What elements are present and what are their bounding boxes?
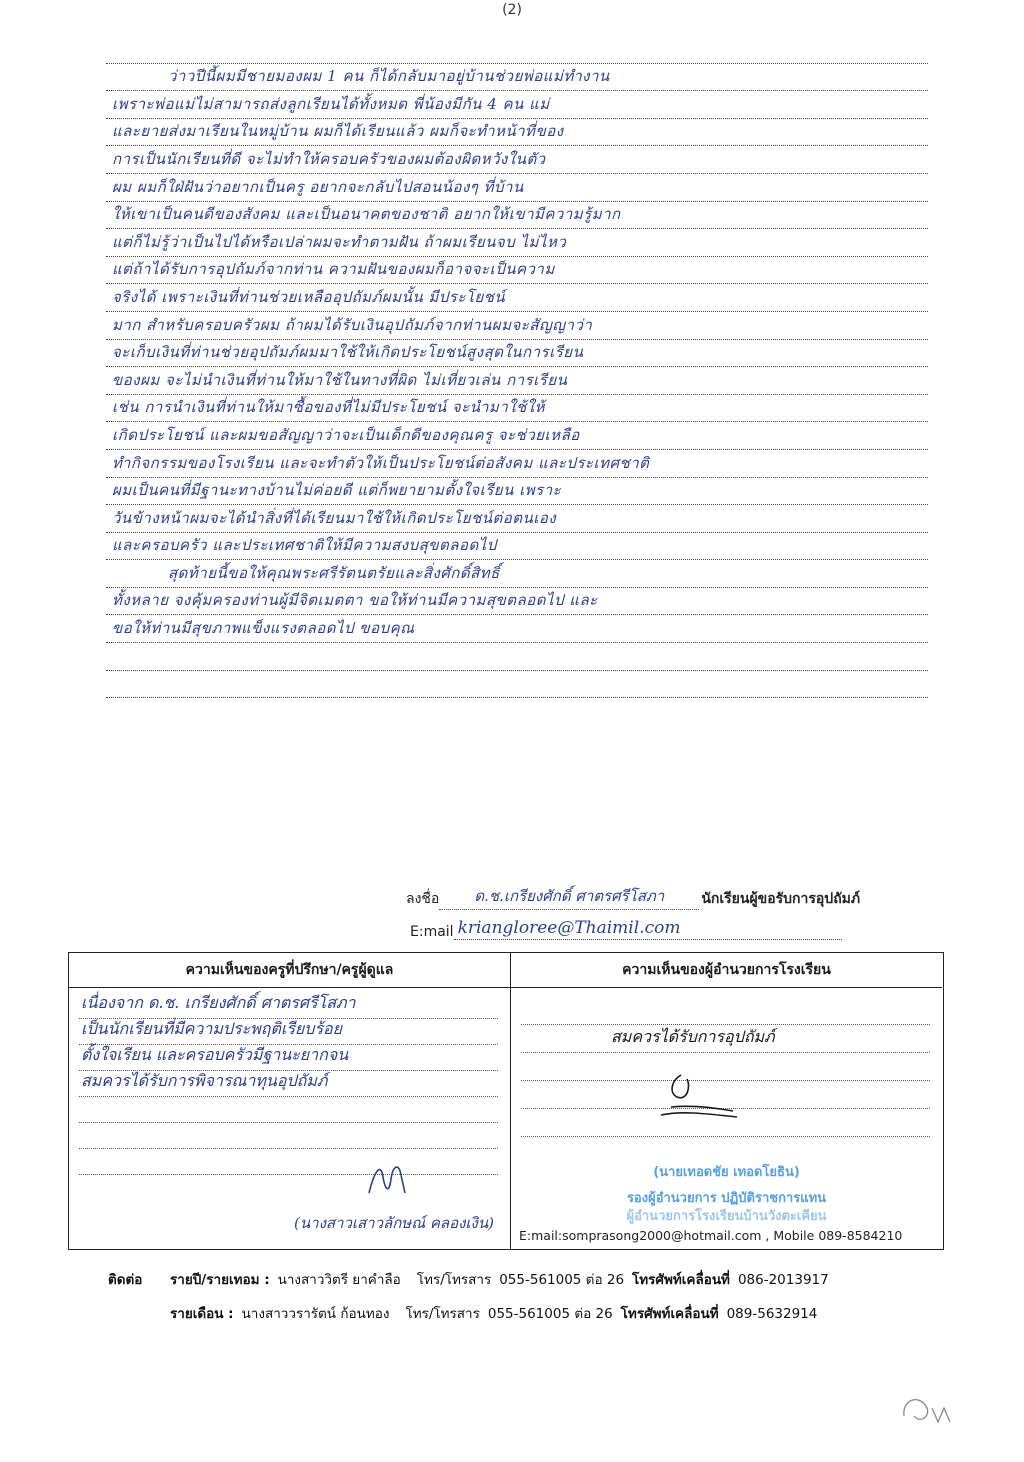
student-email: kriangloree@Thaimil.com — [454, 918, 842, 940]
letter-line-text: ผม ผมก็ใฝ่ฝันว่าอยากเป็นครู อยากจะกลับไปสอนน้องๆ ที่บ้าน — [112, 177, 524, 196]
advisor-opinion-text: ตั้งใจเรียน และครอบครัวมีฐานะยากจน — [81, 1045, 349, 1064]
letter-line — [106, 478, 928, 506]
advisor-name: (นางสาวเสาวลักษณ์ คลองเงิน) — [294, 1214, 494, 1232]
letter-line-text: จะเก็บเงินที่ท่านช่วยอุปถัมภ์ผมมาใช้ให้เกิดประโยชน์สูงสุดในการเรียน — [112, 343, 584, 362]
letter-line-text: มาก สำหรับครอบครัวผม ถ้าผมได้รับเงินอุปถัมภ์จากท่านผมจะสัญญาว่า — [112, 315, 593, 334]
letter-line — [106, 643, 928, 671]
letter-line — [106, 257, 928, 285]
contact-yearly-label: รายปี/รายเทอม : — [170, 1272, 270, 1288]
letter-body — [106, 36, 928, 698]
signature-row — [406, 884, 860, 910]
stamp-title-2: ผู้อำนวยการโรงเรียนบ้านวังตะเคียน — [626, 1209, 827, 1224]
letter-line-text: ทำกิจกรรมของโรงเรียน และจะทำตัวให้เป็นประโยชน์ต่อสังคม และประเทศชาติ — [112, 453, 650, 472]
letter-line — [106, 312, 928, 340]
contact-yearly-fax: 055-561005 ต่อ 26 — [499, 1272, 625, 1288]
letter-line-text: และยายส่งมาเรียนในหมู่บ้าน ผมก็ได้เรียนแล้ว ผมก็จะทำหน้าที่ของ — [112, 122, 564, 141]
letter-line — [106, 119, 928, 147]
letter-line-text: เช่น การนำเงินที่ท่านให้มาซื้อของที่ไม่มีประโยชน์ จะนำมาใช้ให้ — [112, 398, 545, 417]
advisor-opinion-panel — [69, 953, 511, 1249]
contact-monthly-name: นางสาววรารัตน์ ก้อนทอง — [241, 1306, 390, 1322]
letter-line-text: และครอบครัว และประเทศชาติให้มีความสงบสุขตลอดไป — [112, 536, 497, 555]
corner-initials — [896, 1386, 966, 1430]
signature-label: ลงชื่อ — [406, 891, 440, 907]
letter-line — [106, 367, 928, 395]
letter-line — [106, 340, 928, 368]
director-opinion-panel — [511, 953, 942, 1249]
advisor-opinion-text: เนื่องจาก ด.ช. เกรียงศักดิ์ ศาตรศรีโสภา — [81, 993, 356, 1012]
contact-row-monthly — [108, 1302, 829, 1336]
letter-line — [106, 64, 928, 92]
advisor-opinion-line — [79, 1121, 498, 1123]
letter-line — [106, 91, 928, 119]
contact-yearly-name: นางสาววิตรี ยาคำลือ — [277, 1272, 401, 1288]
letter-line — [106, 615, 928, 643]
director-signature — [641, 1067, 761, 1127]
letter-line — [106, 671, 928, 699]
contact-monthly-mobile: 089-5632914 — [726, 1306, 818, 1322]
contact-yearly-fax-label: โทร/โทรสาร — [416, 1272, 492, 1288]
letter-line-text: สุดท้ายนี้ขอให้คุณพระศรีรัตนตรัยและสิ่งศักดิ์สิทธิ์ — [168, 563, 500, 582]
contact-row-yearly — [108, 1268, 829, 1302]
contact-monthly-fax: 055-561005 ต่อ 26 — [487, 1306, 613, 1322]
letter-line — [106, 450, 928, 478]
letter-line-text: ว่าวปีนี้ผมมีชายมองผม 1 คน ก็ได้กลับมาอยู่บ้านช่วยพ่อแม่ทำงาน — [168, 67, 610, 86]
letter-line-text: ขอให้ท่านมีสุขภาพแข็งแรงตลอดไป ขอบคุณ — [112, 619, 415, 638]
contact-monthly-mobile-label: โทรศัพท์เคลื่อนที่ — [620, 1306, 719, 1322]
letter-line-text: เพราะพ่อแม่ไม่สามารถส่งลูกเรียนได้ทั้งหมด พี่น้องมีกัน 4 คน แม่ — [112, 94, 550, 113]
advisor-opinion-header: ความเห็นของครูที่ปรึกษา/ครูผู้ดูแล — [69, 953, 510, 988]
signature-role: นักเรียนผู้ขอรับการอุปถัมภ์ — [701, 891, 861, 907]
email-row — [410, 918, 842, 940]
letter-line — [106, 588, 928, 616]
contact-yearly-mobile: 086-2013917 — [737, 1272, 829, 1288]
letter-line — [106, 284, 928, 312]
contact-lead: ติดต่อ — [108, 1272, 143, 1288]
stamp-name: (นายเทอดชัย เทอดโยธิน) — [653, 1165, 800, 1180]
letter-line-text: ผมเป็นคนที่มีฐานะทางบ้านไม่ค่อยดี แต่ก็พยายามตั้งใจเรียน เพราะ — [112, 481, 562, 500]
letter-line — [106, 146, 928, 174]
director-contact: E:mail:somprasong2000@hotmail.com , Mobile 089-8584210 — [519, 1228, 903, 1243]
advisor-opinion-line — [79, 1071, 498, 1097]
letter-line-text: การเป็นนักเรียนที่ดี จะไม่ทำให้ครอบครัวของผมต้องผิดหวังในตัว — [112, 149, 546, 168]
email-label: E:mail — [410, 924, 454, 940]
advisor-opinion-line — [79, 1147, 498, 1149]
director-opinion-header: ความเห็นของผู้อำนวยการโรงเรียน — [511, 953, 942, 988]
contact-yearly-mobile-label: โทรศัพท์เคลื่อนที่ — [632, 1272, 730, 1288]
director-opinion-text: สมควรได้รับการอุปถัมภ์ — [611, 1027, 775, 1046]
letter-line — [106, 422, 928, 450]
advisor-opinion-line — [79, 1173, 498, 1175]
letter-line-text: จริงได้ เพราะเงินที่ท่านช่วยเหลืออุปถัมภ์ผมนั้น มีประโยชน์ — [112, 287, 506, 306]
letter-line-text: เกิดประโยชน์ และผมขอสัญญาว่าจะเป็นเด็กดีของคุณครู จะช่วยเหลือ — [112, 425, 580, 444]
letter-line — [106, 533, 928, 561]
letter-line — [106, 174, 928, 202]
contact-footer — [108, 1268, 829, 1336]
letter-line-text: วันข้างหน้าผมจะได้นำสิ่งที่ได้เรียนมาใช้ให้เกิดประโยชน์ต่อตนเอง — [112, 508, 557, 527]
director-opinion-line — [521, 1135, 930, 1137]
letter-line-text: ทั้งหลาย จงคุ้มครองท่านผู้มีจิตเมตตา ขอให้ท่านมีความสุขตลอดไป และ — [112, 591, 598, 610]
letter-line-text: แต่ถ้าได้รับการอุปถัมภ์จากท่าน ความฝันของผมก็อาจจะเป็นความ — [112, 260, 555, 279]
contact-monthly-label: รายเดือน : — [170, 1306, 234, 1322]
advisor-signature — [361, 1159, 421, 1199]
letter-line-text: แต่ก็ไม่รู้ว่าเป็นไปได้หรือเปล่าผมจะทำตามฝัน ถ้าผมเรียนจบ ไม่ไหว — [112, 232, 567, 251]
letter-line — [106, 229, 928, 257]
director-opinion-line — [521, 1027, 930, 1053]
advisor-opinion-text: เป็นนักเรียนที่มีความประพฤติเรียบร้อย — [81, 1019, 343, 1038]
opinion-table — [68, 952, 944, 1250]
contact-monthly-fax-label: โทร/โทรสาร — [405, 1306, 480, 1322]
letter-line — [106, 36, 928, 64]
student-signature: ด.ช.เกรียงศักดิ์ ศาตรศรีโสภา — [439, 884, 699, 910]
page-number: (2) — [502, 2, 522, 18]
letter-line-text: ของผม จะไม่นำเงินที่ท่านให้มาใช้ในทางที่ผิด ไม่เที่ยวเล่น การเรียน — [112, 370, 568, 389]
letter-line — [106, 560, 928, 588]
letter-line — [106, 505, 928, 533]
letter-line — [106, 202, 928, 230]
stamp-title: รองผู้อำนวยการ ปฏิบัติราชการแทน — [626, 1191, 827, 1206]
advisor-opinion-text: สมควรได้รับการพิจารณาทุนอุปถัมภ์ — [81, 1071, 328, 1090]
letter-line — [106, 395, 928, 423]
letter-line-text: ให้เขาเป็นคนดีของสังคม และเป็นอนาคตของชาติ อยากให้เขามีความรู้มาก — [112, 205, 621, 224]
